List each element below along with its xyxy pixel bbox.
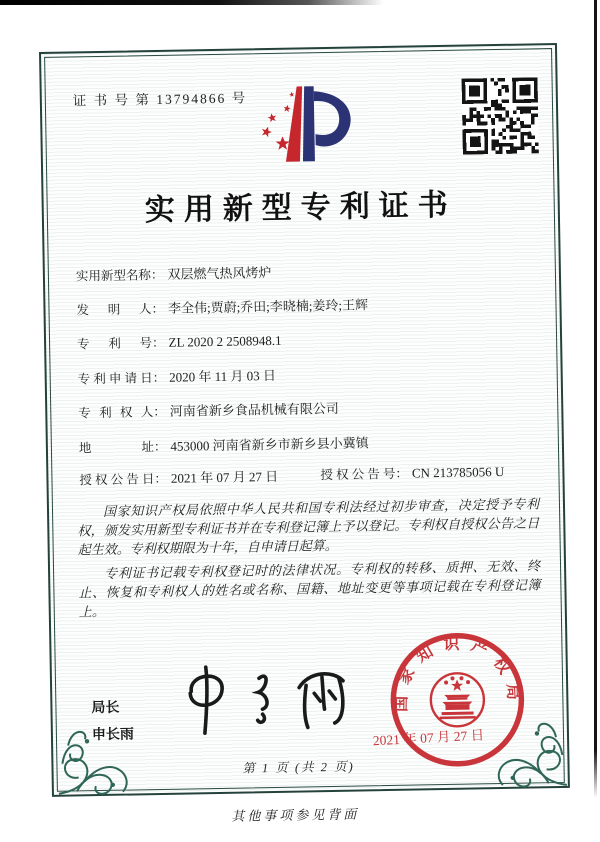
field-row-filing-date — [78, 365, 277, 387]
handwritten-signature-icon — [173, 661, 355, 754]
field-colon: ： — [151, 301, 165, 317]
field-label: 实用新型名称 — [75, 268, 152, 284]
field-row-address — [79, 432, 369, 456]
corner-ornament-bottom-left — [53, 694, 151, 798]
seal-ring-text: 国家知识产权局 — [393, 635, 522, 713]
cnipa-logo-icon — [236, 78, 368, 168]
signer-title: 局长 — [91, 698, 120, 716]
field-label: 专利号 — [76, 336, 153, 352]
certificate-number: 证 书 号 第 13794866 号 — [72, 90, 248, 109]
scan-artifact-top-strip — [0, 0, 395, 5]
field-colon: ： — [152, 370, 166, 386]
field-value: 453000 河南省新乡市新乡县小冀镇 — [170, 435, 369, 454]
certificate-sheet — [39, 43, 571, 842]
field-value: 河南省新乡食品机械有限公司 — [169, 400, 339, 419]
legal-paragraph-2: 专利证书记载专利权登记时的法律状况。专利权的转移、质押、无效、终止、恢复和专利权人的姓名或名称、国籍、地址变更等事项记载在专利登记簿上。 — [78, 558, 541, 620]
field-row-patent-no — [77, 331, 282, 353]
legal-text-block — [77, 494, 541, 626]
field-colon: ： — [395, 466, 409, 481]
scan-artifact-right-line — [594, 0, 597, 798]
field-label: 地址 — [78, 440, 155, 456]
field-colon: ： — [150, 267, 164, 283]
field-row-inventors — [76, 294, 368, 318]
certificate-frame — [39, 43, 570, 797]
field-value: 李全伟;贾蔚;乔田;李晓楠;姜玲;王辉 — [167, 297, 369, 316]
field-colon: ： — [153, 404, 166, 420]
field-value: ZL 2020 2 2508948.1 — [168, 332, 282, 350]
field-grant-no — [320, 462, 504, 483]
field-colon: ： — [153, 439, 167, 455]
certificate-title: 实用新型专利证书 — [144, 188, 458, 228]
field-label: 授权公告号 — [320, 466, 396, 483]
field-value: 2021 年 07 月 27 日 — [170, 468, 279, 486]
field-colon: ： — [151, 335, 165, 351]
field-row-grant — [79, 463, 505, 488]
field-row-patentee — [78, 398, 339, 422]
signer-name: 申长雨 — [91, 725, 135, 743]
legal-paragraph-1: 国家知识产权局依照中华人民共和国专利法经过初步审查，决定授予专利权，颁发实用新型专利证书并在专利登记簿上予以登记。专利权自授权公告之日起生效。专利权期限为十年，自申请日起算。 — [77, 496, 540, 558]
field-value: 2020 年 11 月 03 日 — [169, 367, 277, 385]
field-label: 发明人 — [76, 302, 152, 318]
field-colon: ： — [154, 471, 168, 487]
page-number: 第 1 页 (共 2 页) — [242, 759, 355, 776]
field-row-name — [76, 262, 272, 284]
qr-code-icon — [462, 77, 539, 154]
corner-ornament-bottom-right — [473, 687, 571, 791]
seal-date: 2021 年 07 月 27 日 — [372, 727, 485, 749]
field-label: 授权公告日 — [79, 472, 155, 488]
field-label: 专利权人 — [78, 405, 154, 421]
field-value: 双层燃气热风烤炉 — [167, 264, 272, 282]
field-label: 专利申请日 — [77, 371, 153, 387]
field-value: CN 213785056 U — [411, 463, 505, 481]
back-note: 其他事项参见背面 — [231, 806, 360, 824]
